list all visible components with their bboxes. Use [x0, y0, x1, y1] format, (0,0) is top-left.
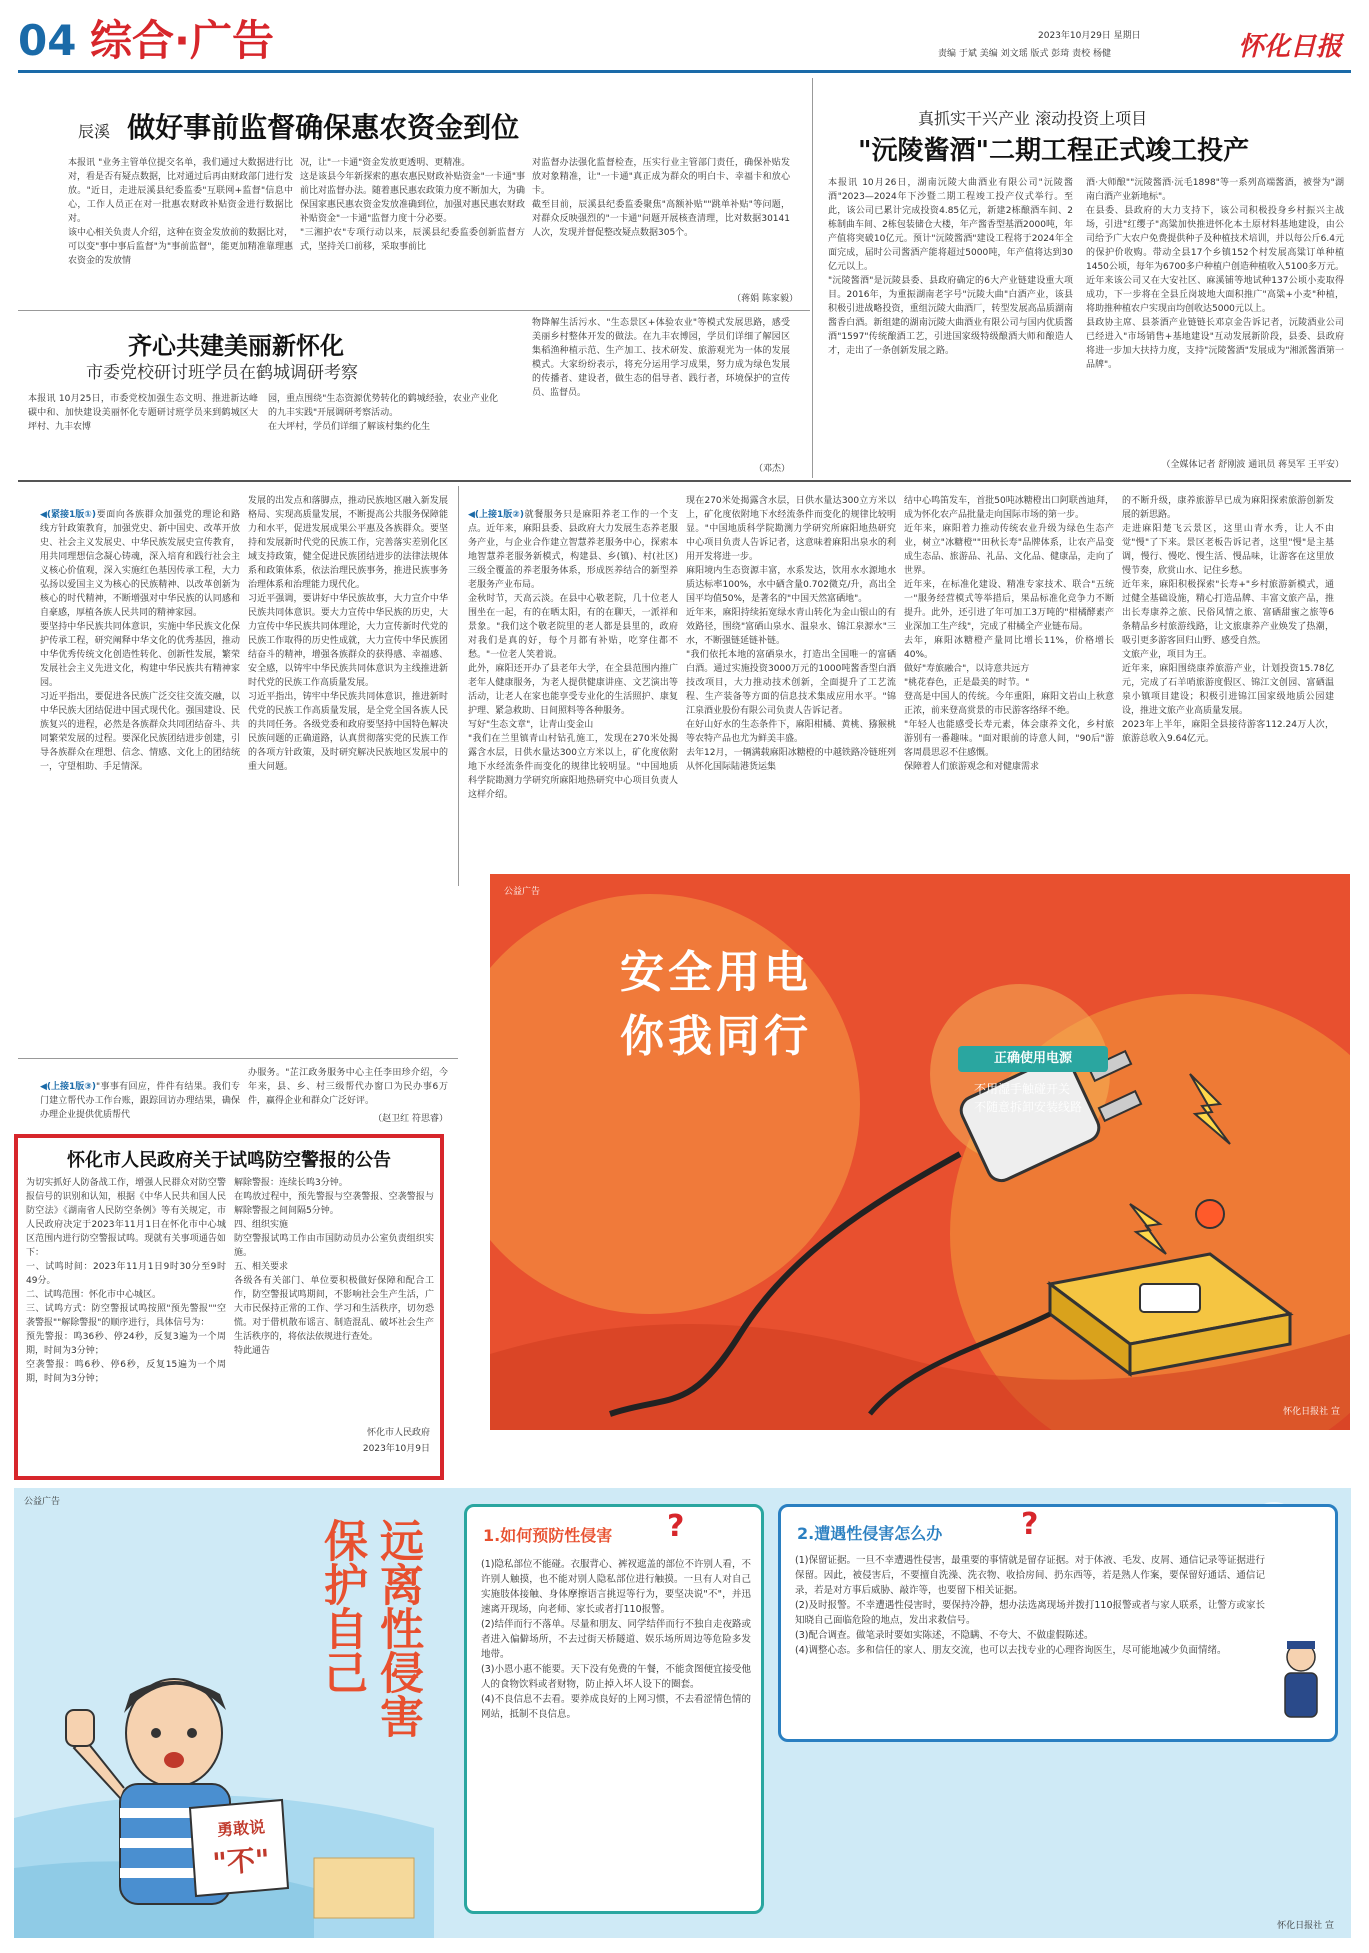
ad-sign-text: 勇敢说 [216, 1817, 266, 1840]
ad-credit: 怀化日报社 宣 [1277, 1921, 1334, 1931]
article-column: 物降解生活污水、"生态景区+体验农业"等模式发展思路，感受美丽乡村整体开发的做法。在九丰农博园，学员们详细了解园区集稻渔种植示范、生产加工、技术研发、旅游观光为一体的发展模式。大家纷纷表示，将充分运用学习成果，努力成为绿色发展的传播者、建设者，做生态的倡导者、践行者，环境保护的宣传员、监督员。 [532, 318, 790, 398]
police-illustration-icon [1271, 1637, 1331, 1727]
article-title: "沅陵酱酒"二期工程正式竣工投产 [858, 136, 1250, 166]
question-icon: ? [667, 1509, 685, 1544]
box-text: (1)隐私部位不能碰。衣服背心、裤衩遮盖的部位不许别人看，不许别人触摸，也不能对别人隐私部位进行触摸。一旦有人对自己实施肢体接触、身体摩擦语言挑逗等行为，要坚决说"不"，并迅速离开现场，向老师、家长或者打110报警。 (2)结伴而行不落单。尽量和朋友、同学结伴而行不独自走夜路或者进入偏僻场所，不去过街天桥隧道、娱乐场所周边等危险多发地带。 (3)小恩小惠不能要。天下没有免费的午餐，不能贪图便宜接受他人的食物饮料或者财物，防止掉入坏人设下的圈套。 (4)不良信息不去看。要养成良好的上网习惯，不去看涩情色情的网站，抵制不良信息。 [481, 1559, 751, 1720]
ad-credit: 怀化日报社 宣 [1283, 1407, 1340, 1417]
page-date: 2023年10月29日 星期日 [1038, 31, 1141, 41]
ad-tag: 公益广告 [504, 887, 541, 897]
continued-text: 要面向各族群众加强党的理论和路线方针政策教育，加强党史、新中国史、改革开放史、社会主义发展史、中华民族发展史宣传教育，用共同理想信念凝心铸魂，深入培育和践行社会主义核心价值观，深入实施红色基因传承工程，大力弘扬以爱国主义为核心的民族精神、以改革创新为核心的时代精神，不断增强对中华民族的认同感和自豪感，厚植各族人民共同的精神家园。 要坚持中华民族共同体意识，实施中华民族文化保护传承工程，研究阐释中华文化的优秀基因，推动中华优秀传统文化创造性转化、创新性发展，繁荣发展社会主义先进文化，构建中华民族共有精神家园。 习近平指出，要促进各民族广泛交往交流交融，以中华民族大团结促进中国式现代化。强国建设、民族复兴的进程，必然是各族群众共同团结奋斗、共同繁荣发展的过程。要深化民族团结进步创建，引导各族群众在理想、信念、情感、文化上的团结统一，守望相助、手足情深。 [40, 510, 240, 772]
article-column: 本报讯 "业务主管单位提交名单，我们通过大数据进行比对，看是否有疑点数据，比对通过后再由财政部门进行发放。"近日，走进辰溪县纪委监委"互联网+监督"信息中心，工作人员正在对一批惠农财政补贴资金进行数据比对。 该中心相关负责人介绍，这种在资金发放前的数据比对，可以变"事中事后监督"为"事前监督"，能更加精准靠理惠农资金的发放情 [68, 158, 293, 266]
continued-column: 办服务。"芷江政务服务中心主任李田珍介绍，今年来，县、乡、村三级帮代办窗口为民办事6万件，赢得企业和群众广泛好评。 [248, 1068, 448, 1106]
article-chenxi [18, 78, 810, 308]
page-number: 04 [18, 16, 77, 65]
article-kicker: 真抓实干兴产业 滚动投资上项目 [918, 109, 1148, 128]
article-byline: （赵卫红 符思睿） [373, 1114, 448, 1124]
article-byline: （邓杰） [753, 464, 790, 474]
air-raid-notice [14, 1134, 444, 1480]
continued-column [468, 494, 678, 874]
box-title: 2.遭遇性侵害怎么办 [797, 1524, 943, 1543]
article-byline: （蒋娟 陈家毅） [732, 294, 798, 304]
column-rule [812, 78, 813, 478]
continued-text: "事事有回应，件件有结果。我们专门建立帮代办工作台账，跟踪回访办理结果，确保办理企业提供优质帮代 [40, 1082, 240, 1120]
continued-column: 结中心鸣笛发车，首批50吨冰糖橙出口阿联酋迪拜，成为怀化农产品批量走向国际市场的第一步。 近年来，麻阳着力推动传统农业升级为绿色生态产业，树立"冰糖橙""田秋长寿"品牌体系，让农产品变成生态品、旅游品、礼品、文化品、健康品，走向了世界。 近年来，在标准化建设、精准专家技术、联合"五统一"服务经营模式等举措后，果品标准化竞争力不断提升。此外，还引进了年可加工3万吨的"柑橘酵素产业深加工生产线"，完成了柑橘全产业链布局。 去年，麻阳冰糖橙产量同比增长11%，价格增长40%。 做好"寿旅融合"，以诗意共远方 "桃花春色，正是最美的时节。" 登高是中国人的传统。今年重阳，麻阳文岩山上秋意正浓，前来登高赏景的市民游客络绎不绝。 "年轻人也能感受长寿元素，体会康养文化，乡村旅游别有一番趣味。"面对眼前的诗意人间，"90后"游客周晨思忍不住感慨。 保障着人们旅游观念和对健康需求 [904, 496, 1114, 772]
question-icon: ? [1021, 1507, 1039, 1542]
ad-vertical-title: 保护自己 [316, 1518, 367, 1694]
article-byline: （全媒体记者 舒刚波 通讯员 蒋昊军 王平安） [1161, 460, 1344, 470]
article-yuanling [818, 78, 1351, 478]
article-column: 对监督办法强化监督检查，压实行业主管部门责任，确保补贴发放对象精准，让"一卡通"真正成为群众的明白卡、幸福卡和放心卡。 截至目前，辰溪县纪委监委聚焦"高额补贴""跳单补贴"等问题，对群众反映强烈的"一卡通"问题开展核查清理，比对数据30141人次，发现并督促整改疑点数据305个。 [532, 158, 790, 238]
box-text: (1)保留证据。一旦不幸遭遇性侵害，最重要的事情就是留存证据。对于体液、毛发、皮屑、通信记录等证据进行保留。因此，被侵害后，不要擅自洗澡、洗衣物、收拾房间、扔东西等，若是熟人作案，要保留好通话、通信记录，若是对方事后威胁、敲诈等，也要留下相关证据。 (2)及时报警。不幸遭遇性侵害时，要保持冷静，想办法选离现场并拨打110报警或者与家人联系，让警方或家长知晓自己面临危险的地点，发出求救信号。 (3)配合调查。做笔录时要如实陈述，不隐瞒、不夸大、不做虚假陈述。 (4)调整心态。多和信任的家人、朋友交流，也可以去找专业的心理咨询医生，尽可能地减少负面情绪。 [795, 1555, 1265, 1656]
continued-column: 的不断升级，康养旅游早已成为麻阳探索旅游创新发展的新思路。 走进麻阳楚飞云景区，这里山青水秀，让人不由觉"慢"了下来。景区老板告诉记者，这里"慢"是主基调，慢行、慢吃、慢生活、慢品味，让游客在这里放慢节奏，欣赏山水、记住乡愁。 近年来，麻阳积极探索"长寿+"乡村旅游新模式，通过健全基础设施，精心打造品牌、丰富文旅产品，推出长寿康养之旅、民俗风情之旅、富硒甜蜜之旅等6条精品乡村旅游线路，让文旅康养产业焕发了热潮，吸引更多游客回归山野、感受自然。 文旅产业，项目为王。 近年来，麻阳围绕康养旅游产业，计划投资15.78亿元，完成了石羊哨旅游度假区、锦江文创园、富硒温泉小镇项目建设；积极引进锦江国家级地质公园建设，推进文旅产业高质量发展。 2023年上半年，麻阳全县接待游客112.24万人次，旅游总收入9.64亿元。 [1122, 496, 1334, 744]
article-column: 酒·大师酿""沅陵酱酒·沅毛1898"等一系列高端酱酒，被誉为"湖南白酒产业新地标"。 在县委、县政府的大力支持下，该公司积极投身乡村振兴主战场，引进"红缨子"高粱加快推进怀化本土原材料基地建设，由公司给予广大农户免费提供种子及种植技术培训，并以每公斤6.4元的保护价收购。带动全县17个乡镇152个村发展高粱订单种植1450公顷，每年为6700多户种植户创造种植收入5100多万元。近年来该公司又在大安社区、麻溪铺等地试种137公顷小麦取得成功，下一步将在全县丘岗坡地大面积推广"高粱+小麦"种植，将助推种植农户实现亩均创收达5000元以上。 县政协主席、县茶酒产业链链长邓京金告诉记者，沅陵酒业公司已经进入"市场销售+基地建设"互动发展新阶段，县委、县政府将进一步加大扶持力度，支持"沅陵酱酒"发展成为"湘派酱酒第一品牌"。 [1086, 178, 1344, 370]
continued-tag: ◀(紧接1版①) [40, 510, 97, 520]
ad-headline-1: 安全用电 [620, 947, 812, 998]
ad-headline-2: 你我同行 [620, 1011, 812, 1062]
ad-badge: 正确使用电源 [958, 1046, 1108, 1072]
response-box [778, 1504, 1338, 1742]
article-column: 本报讯 10月25日，市委党校加强生态文明、推进新达峰碳中和、加快建设美丽怀化专题研讨班学员来到鹤城区大坪村、九丰农博 [28, 394, 258, 432]
ad-tip: 不随意拆卸安装线路 [974, 1100, 1083, 1114]
notice-column: 为切实抓好人防备战工作，增强人民群众对防空警报信号的识别和认知，根据《中华人民共和国人民防空法》《湖南省人民防空条例》等有关规定，市人民政府决定于2023年11月1日在怀化市中心城区范围内进行防空警报试鸣。现就有关事项通告如下： 一、试鸣时间：2023年11月1日9时30分至9时49分。 二、试鸣范围：怀化市中心城区。 三、试鸣方式：防空警报试鸣按照"预先警报""空袭警报""解除警报"的顺序进行，具体信号为： 预先警报：鸣36秒、停24秒，反复3遍为一个周期，时间为3分钟； 空袭警报：鸣6秒、停6秒，反复15遍为一个周期，时间为3分钟； [26, 1178, 226, 1384]
ad-tag: 公益广告 [24, 1497, 61, 1507]
newspaper-logo: 怀化日报 [1238, 32, 1343, 62]
section-rule [18, 1058, 458, 1059]
ad-vertical-title: 远离性侵害 [372, 1518, 423, 1738]
article-headline-row [78, 106, 758, 142]
prevention-box [464, 1504, 764, 1914]
ad-background-art [490, 874, 1350, 1430]
section-rule [18, 480, 1351, 482]
article-column: 况，让"一卡通"资金发放更透明、更精准。 这是该县今年新探索的惠农惠民财政补贴资金"一卡通"事前比对监督办法。随着惠民惠农政策力度不断加大，为确保国家惠民惠农资金发放准确到位，加强对惠民惠农财政补贴资金"一卡通"监督力度十分必要。 "三湘护农"专项行动以来，辰溪县纪委监委创新监督方式，坚持关口前移，采取事前比 [300, 158, 525, 252]
notice-column: 解除警报：连续长鸣3分钟。 在鸣放过程中，预先警报与空袭警报、空袭警报与解除警报之间间隔5分钟。 四、组织实施 防空警报试鸣工作由市国防动员办公室负责组织实施。 五、相关要求 各级各有关部门、单位要积极做好保障和配合工作，防空警报试鸣期间，不影响社会生产生活，广大市民保持正常的工作、学习和生活秩序，切勿恐慌。对于借机散布谣言、制造混乱、破坏社会生产生活秩序的，将依法依规进行查处。 特此通告 [234, 1178, 434, 1356]
ad-tip: 不用湿手触碰开关 [974, 1082, 1071, 1096]
article-title: 做好事前监督确保惠农资金到位 [127, 111, 520, 144]
column-rule [458, 486, 459, 886]
child-safety-ad [14, 1488, 1351, 1938]
masthead [18, 16, 1351, 70]
article-title: 齐心共建美丽新怀化 [128, 331, 344, 360]
continued-column: 现在270米处揭露含水层，日供水量达300立方米以上，矿化度依附地下水经流条件而变化的规律比较明显。"中国地质科学院勘测力学研究所麻阳地热研究中心项目负责人告诉记者，这意味着麻阳出泉水的利用开发将进一步。 麻阳境内生态资源丰富，水系发达，饮用水水源地水质达标率100%，水中硒含量0.702微克/升，高出全国平均值50%，是著名的"中国天然富硒地"。 近年来，麻阳持续拓宽绿水青山转化为金山银山的有效路径，围绕"富硒山泉水、温泉水、锦江泉源水"三水，不断强链延链补链。 "我们依托本地的富硒泉水，打造出全国唯一的富硒白酒。通过实施投资3000万元的1000吨酱香型白酒技改项目，大力推动技术创新，全面提升了工艺流程、生产装备等方面的信息技术集成应用水平。"锦江泉酒业股份有限公司负责人告诉记者。 在好山好水的生态条件下，麻阳柑橘、黄桃、猕猴桃等农特产品也尤为鲜美丰盛。 去年12月，一辆满载麻阳冰糖橙的中越铁路冷链班列从怀化国际陆港货运集 [686, 496, 896, 772]
masthead-rule [18, 70, 1351, 73]
electric-safety-ad [490, 874, 1350, 1430]
article-huaihua [18, 316, 810, 478]
continued-column [40, 494, 240, 1054]
continued-column: 发展的出发点和落脚点，推动民族地区融入新发展格局、实现高质量发展，不断提高公共服务保障能力和水平，促进发展成果公平惠及各族群众。要坚持和发展新时代党的民族工作，完善落实差别化区域支持政策，健全促进民族团结进步的法律法规体系和政策体系，依法治理民族事务，推进民族事务治理体系和治理能力现代化。 习近平强调，要讲好中华民族故事，大力宣介中华民族共同体意识。要大力宣传中华民族的历史，大力宣传中华民族共同体理论，大力宣传新时代党的民族工作取得的历史性成就，大力宣传中华民族团结奋斗的精神，增强各族群众的获得感、幸福感、安全感，以铸牢中华民族共同体意识为主线推进新时代党的民族工作高质量发展。 习近平指出，铸牢中华民族共同体意识，推进新时代党的民族工作高质量发展，是全党全国各族人民的共同任务。各级党委和政府要坚持中国特色解决民族问题的正确道路，认真贯彻落实党的民族工作的各项方针政策，及时研究解决民族地区发展中的重大问题。 [248, 496, 448, 772]
article-kicker: 辰溪 [78, 122, 111, 141]
continued-text: 就餐服务只是麻阳养老工作的一个支点。近年来，麻阳县委、县政府大力发展生态养老服务产业，与企业合作建立智慧养老服务中心，探索本地智慧养老服务新模式，构建县、乡(镇)、村(社区)三级全覆盖的养老服务体系，形成医养结合的新型养老服务产业布局。 金秋时节，天高云淡。在县中心敬老院，几十位老人围坐在一起，有的在晒太阳，有的在聊天，一派祥和景象。"我们这个敬老院里的老人都是县里的，政府对我们是真的好，每个月都有补贴，吃穿住都不愁。"一位老人笑着说。 此外，麻阳还开办了县老年大学，在全县范围内推广老年人健康服务，为老人提供健康讲座、文艺演出等活动，让老人在家也能享受专业化的生活照护、康复护理、紧急救助、日间照料等各种服务。 写好"生态文章"，让青山变金山 "我们在兰里镇青山村钻孔施工，发现在270米处揭露含水层，日供水量达300立方米以上，矿化度依附地下水经流条件而变化的规律比较明显。"中国地质科学院勘测力学研究所麻阳地热研究中心项目负责人这样介绍。 [468, 510, 678, 800]
ad-sign-text-big: "不" [211, 1843, 271, 1880]
notice-title: 怀化市人民政府关于试鸣防空警报的公告 [67, 1150, 391, 1171]
article-column: 本报讯 10月26日，湖南沅陵大曲酒业有限公司"沅陵酱酒"2023—2024年下沙暨二期工程竣工投产仪式举行。至此，该公司已累计完成投资4.85亿元，新建2栋酿酒车间、2栋制曲车间、2栋包装储仓大楼，年产酱香型基酒2000吨，年产值将突破10亿元。预计"沅陵酱酒"建设工程将于2024年全面完成，届时公司酱酒产能将超过5000吨，年产值将达到30亿元以上。 "沅陵酱酒"是沅陵县委、县政府确定的6大产业链建设重大项目。2016年，为重振湖南老字号"沅陵大曲"白酒产业，该县积极引进战略投资，重组沅陵大曲酒厂，转型发展高品质湖南酱香白酒。新组建的湖南沅陵大曲酒业有限公司与国内优质酱酒"1597"传统酿酒工艺，引进国家级特级酿酒大师和酿造人才，走出了一条创新发展之路。 [828, 178, 1073, 356]
continued-tag: ◀(上接1版③) [40, 1082, 97, 1092]
page-editors: 责编 于斌 美编 刘文瑶 版式 彭琦 责校 杨健 [938, 49, 1112, 59]
section-title: 综合·广告 [90, 16, 274, 65]
notice-date: 2023年10月9日 [362, 1444, 430, 1454]
continued-tag: ◀(上接1版②) [468, 510, 525, 520]
notice-signature: 怀化市人民政府 [366, 1428, 430, 1438]
box-title: 1.如何预防性侵害 [483, 1526, 613, 1545]
article-column: 园，重点围绕"生态资源优势转化的鹤城经验，农业产业化的九丰实践"开展调研考察活动。 在大坪村，学员们详细了解该村集约化生 [268, 394, 498, 432]
continued-column [40, 1066, 240, 1130]
article-subtitle: 市委党校研讨班学员在鹤城调研考察 [86, 363, 358, 383]
section-rule [18, 310, 810, 311]
